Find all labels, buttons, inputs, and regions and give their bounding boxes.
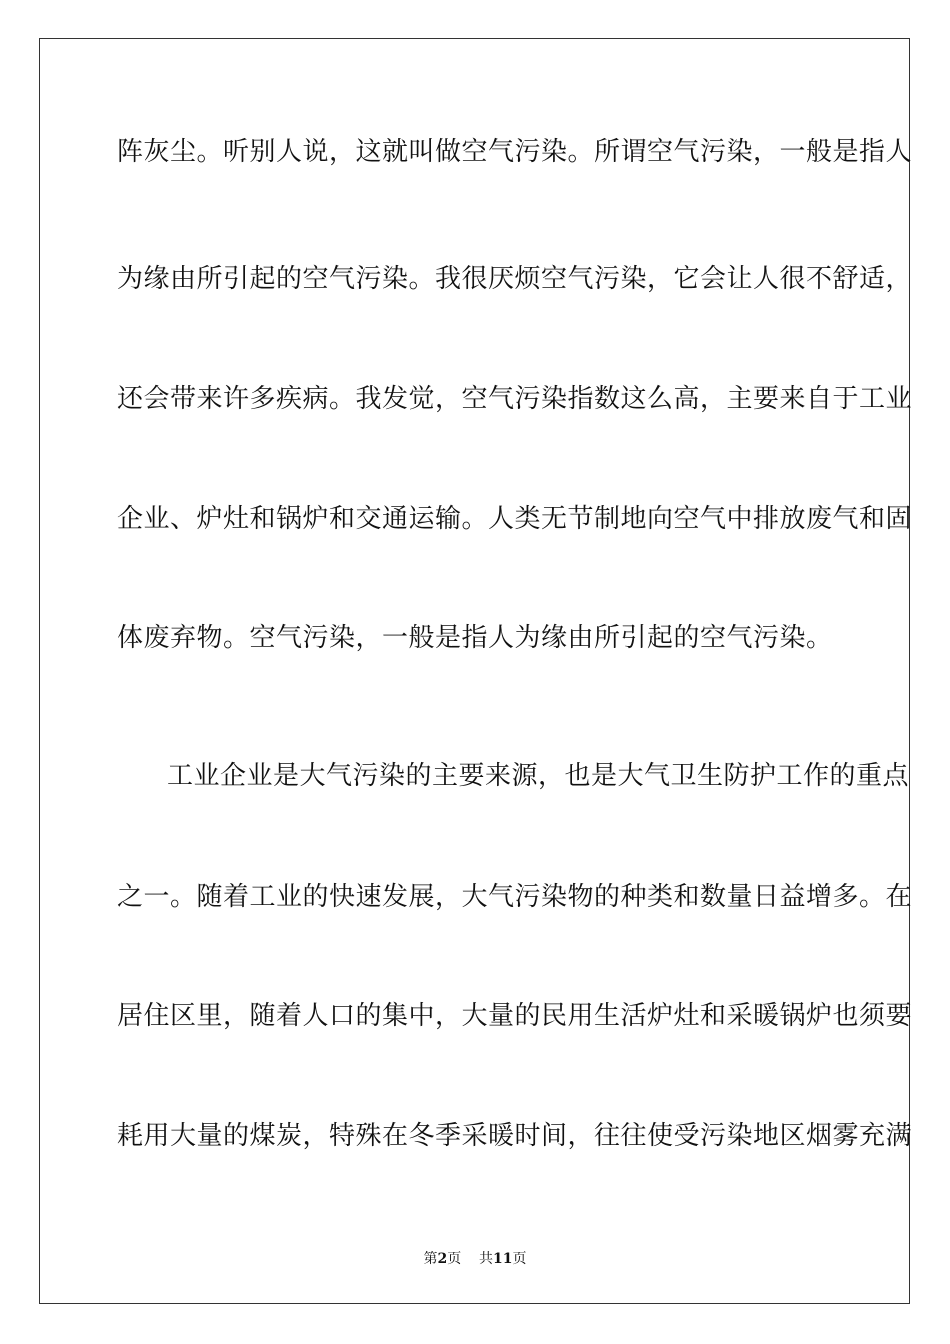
page-footer [0,1248,950,1268]
body-text-line-6: 工业企业是大气污染的主要来源，也是大气卫生防护工作的重点 [167,761,910,791]
body-text-line-3: 还会带来许多疾病。我发觉，空气污染指数这么高，主要来自于工业 [117,384,913,414]
footer-total-number: 11 [493,1251,513,1267]
body-text-line-4: 企业、炉灶和锅炉和交通运输。人类无节制地向空气中排放废气和固 [117,504,913,534]
body-text-line-5: 体废弃物。空气污染，一般是指人为缘由所引起的空气污染。 [117,623,833,653]
body-text-line-1: 阵灰尘。听别人说，这就叫做空气污染。所谓空气污染，一般是指人 [117,137,913,167]
footer-total-prefix: 共 [479,1251,494,1267]
footer-page-prefix: 第 [423,1251,438,1267]
body-text-line-2: 为缘由所引起的空气污染。我很厌烦空气污染，它会让人很不舒适， [117,264,913,294]
footer-page-number: 2 [437,1251,448,1267]
footer-page-suffix: 页 [447,1251,462,1267]
body-text-line-9: 耗用大量的煤炭，特殊在冬季采暖时间，往往使受污染地区烟雾充满 [117,1121,913,1151]
body-text-line-8: 居住区里，随着人口的集中，大量的民用生活炉灶和采暖锅炉也须要 [117,1001,913,1031]
body-text-line-7: 之一。随着工业的快速发展，大气污染物的种类和数量日益增多。在 [117,882,913,912]
page-border [39,38,913,1304]
footer-total-suffix: 页 [512,1251,527,1267]
